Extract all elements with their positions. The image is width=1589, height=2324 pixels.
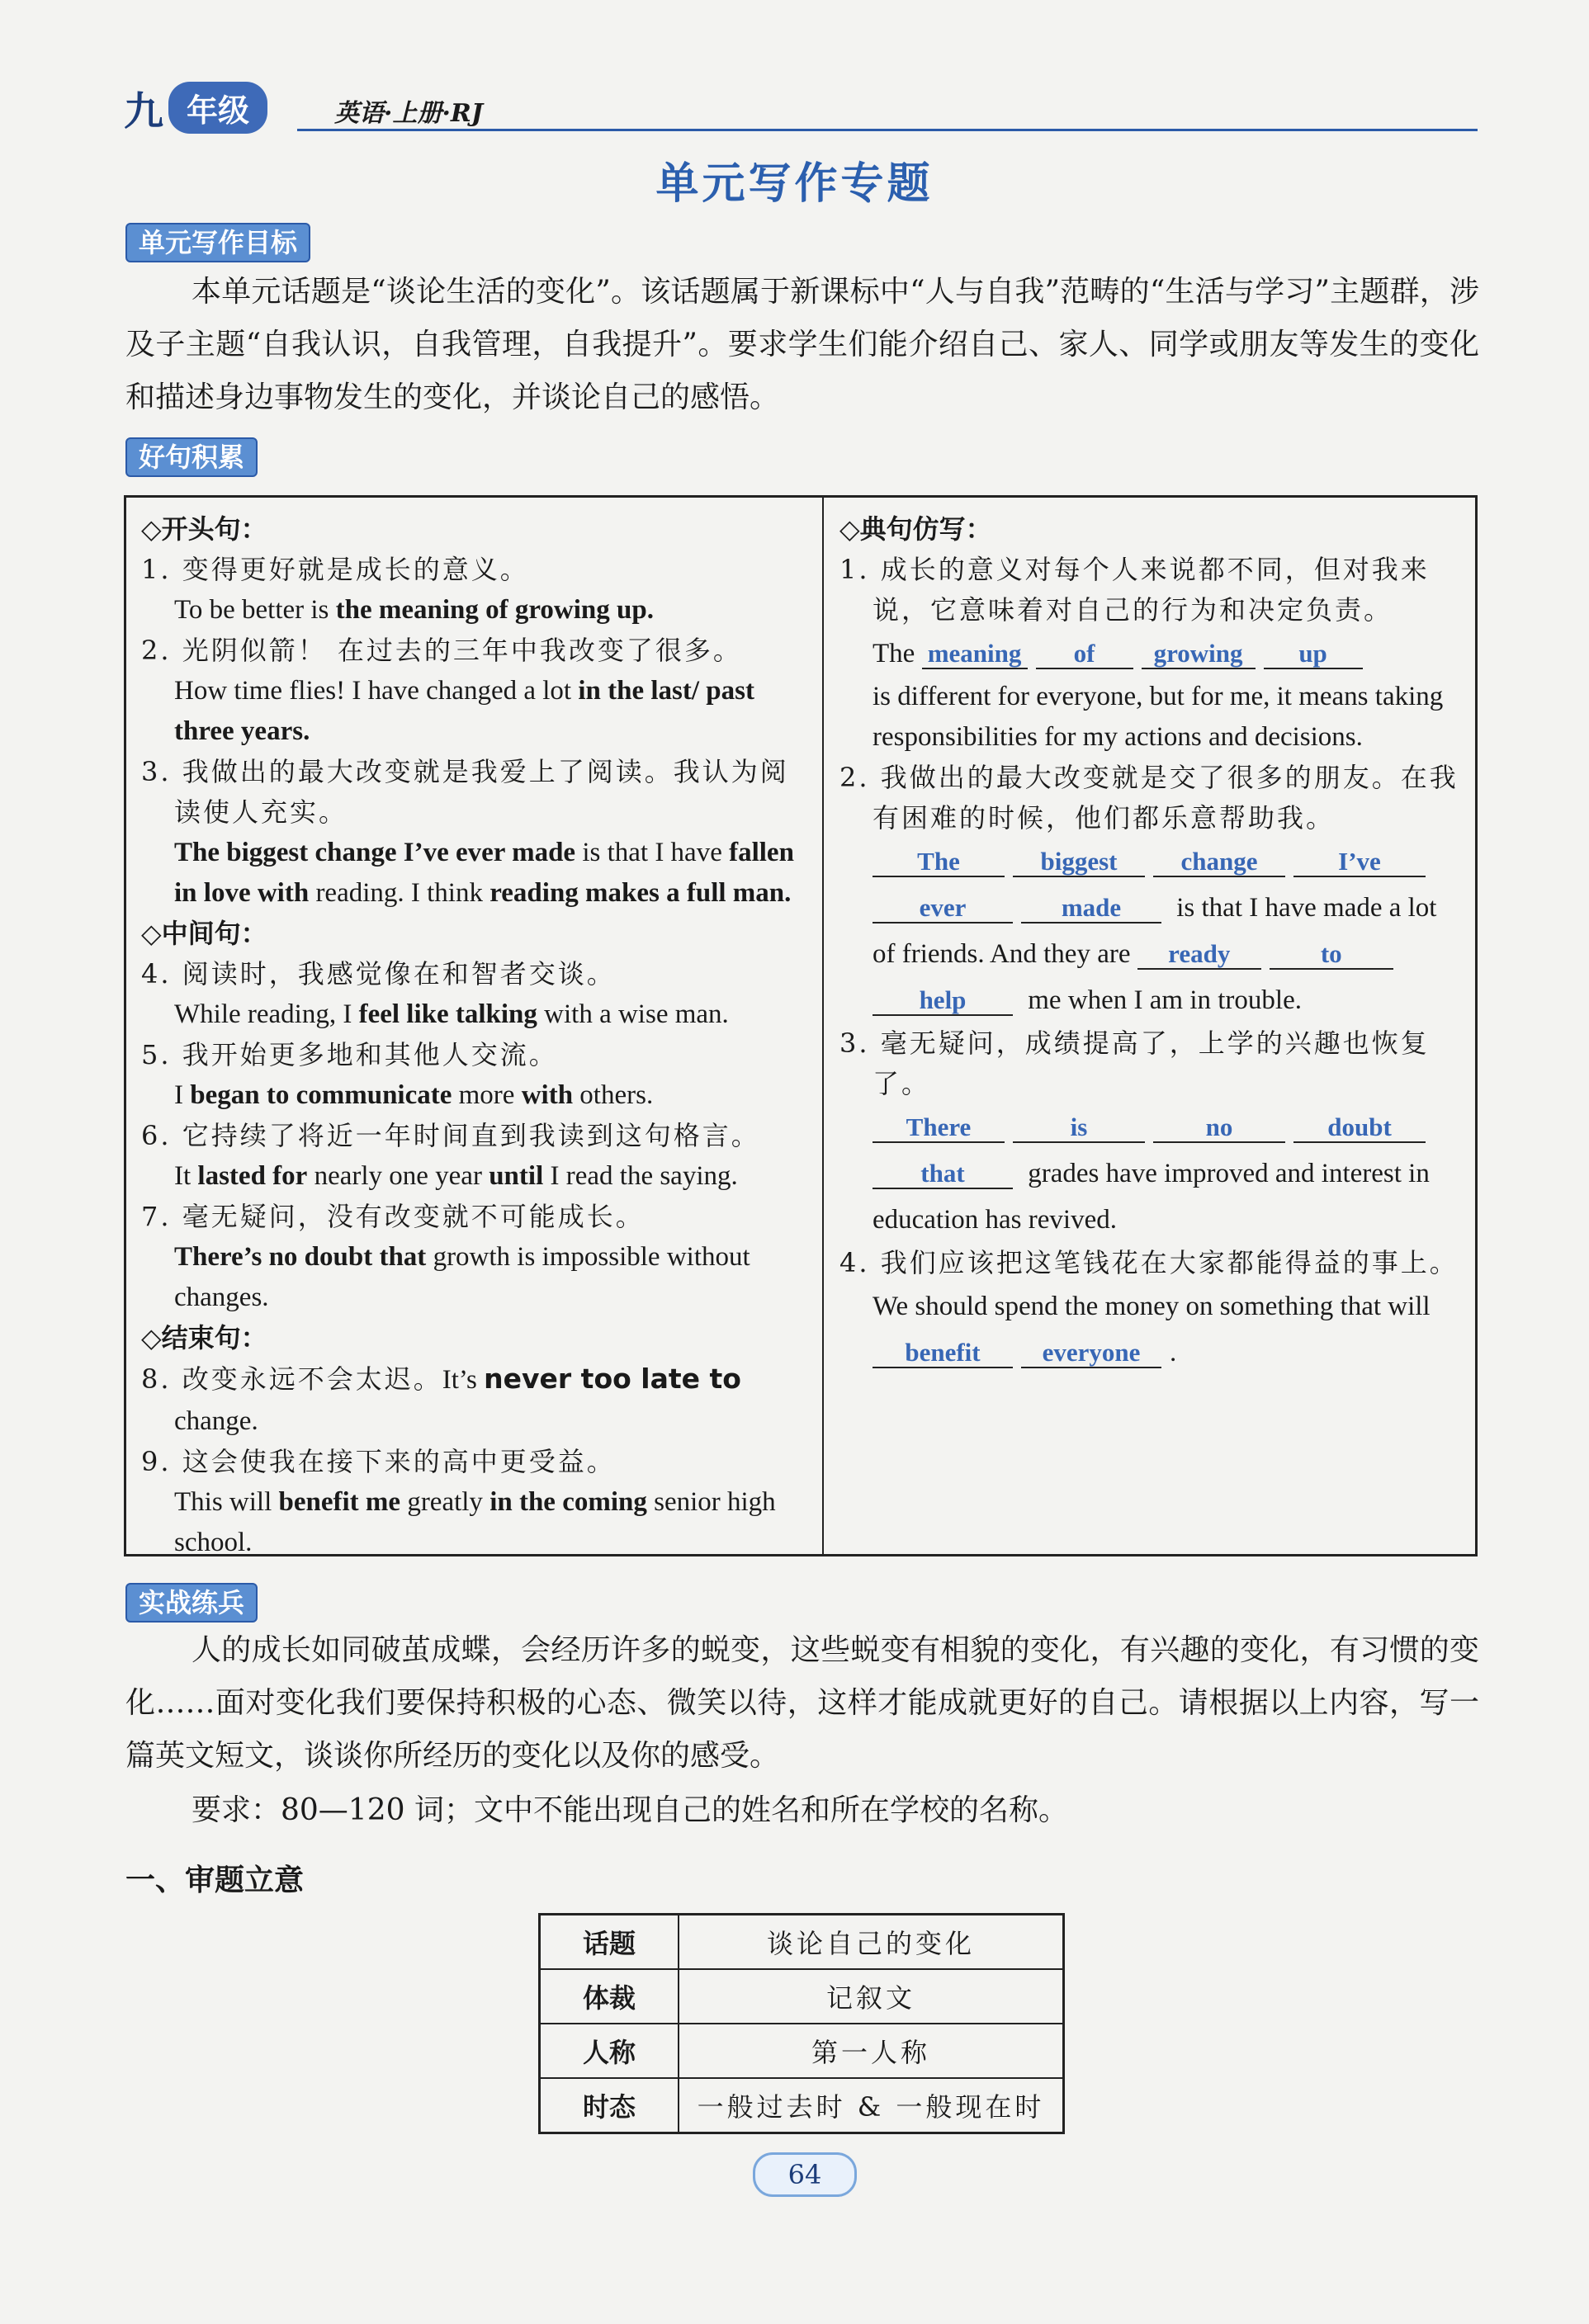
table-row — [540, 1915, 1064, 1970]
sentence-cn: 9. 这会使我在接下来的高中更受益。 — [141, 1446, 616, 1477]
review-heading: 一、审题立意 — [125, 1863, 305, 1897]
table-value: 第一人称 — [679, 2024, 1064, 2078]
section-label-practice: 实战练兵 — [125, 1583, 258, 1623]
exercise-fill — [873, 838, 1464, 885]
table-key: 话题 — [540, 1915, 679, 1970]
sentence-en: The biggest change I’ve ever made is that I have fallen in love with reading. I think reading makes a full man. — [174, 838, 794, 908]
answer-blank: benefit — [873, 1339, 1013, 1368]
sentence-en: To be better is the meaning of growing up. — [174, 595, 654, 625]
answer-blank: everyone — [1021, 1339, 1161, 1368]
sentence-cn: 7. 毫无疑问，没有改变就不可能成长。 — [141, 1201, 645, 1232]
subject-label: 英语·上册·RJ — [334, 99, 484, 128]
table-value: 一般过去时 & 一般现在时 — [679, 2078, 1064, 2133]
sentence-box — [124, 495, 1478, 1556]
left-column — [141, 509, 802, 1563]
answer-blank: There — [873, 1113, 1005, 1143]
answer-blank: help — [873, 986, 1013, 1016]
answer-blank: that — [873, 1160, 1013, 1189]
exercise-fill: that grades have improved and interest in education has revived. — [873, 1159, 1430, 1235]
answer-blank: ready — [1137, 940, 1261, 970]
exercise-en: is different for everyone, but for me, it means taking responsibilities for my actions and decisions. — [873, 682, 1444, 752]
sentence-en: How time flies! I have changed a lot in the last/ past three years. — [174, 676, 754, 746]
table-key: 时态 — [540, 2078, 679, 2133]
answer-blank: doubt — [1293, 1113, 1426, 1143]
exercise-cn: 2. 我做出的最大改变就是交了很多的朋友。在我有困难的时候，他们都乐意帮助我。 — [839, 762, 1459, 834]
sentence-en: This will benefit me greatly in the coming senior high school. — [174, 1487, 776, 1557]
answer-blank: of — [1036, 640, 1133, 669]
exercise-cn: 1. 成长的意义对每个人来说都不同，但对我来说，它意味着对自己的行为和决定负责。 — [839, 554, 1430, 626]
table-value: 谈论自己的变化 — [679, 1915, 1064, 1970]
exercise-cn: 3. 毫无疑问，成绩提高了，上学的兴趣也恢复了。 — [839, 1027, 1430, 1099]
practice-paragraph: 人的成长如同破茧成蝶，会经历许多的蜕变，这些蜕变有相貌的变化，有兴趣的变化，有习惯的变化……面对变化我们要保持积极的心态、微笑以待，这样才能成就更好的自己。请根据以上内容，写一篇英文短文，谈谈你所经历的变化以及你的感受。 — [125, 1633, 1479, 1773]
sentence-cn: 4. 阅读时，我感觉像在和智者交谈。 — [141, 958, 616, 990]
answer-blank: change — [1153, 848, 1285, 877]
answer-blank: made — [1021, 894, 1161, 923]
answer-blank: up — [1264, 640, 1363, 669]
middle-heading: ◇中间句： — [141, 918, 267, 949]
ending-heading: ◇结束句： — [141, 1322, 267, 1353]
column-divider — [822, 498, 824, 1554]
page-header — [124, 81, 1478, 139]
sentence-en: While reading, I feel like talking with a wise man. — [174, 999, 729, 1029]
sentence-en: I began to communicate more with others. — [174, 1080, 654, 1110]
table-row — [540, 2078, 1064, 2133]
answer-blank: biggest — [1013, 848, 1145, 877]
exercise-cn: 4. 我们应该把这笔钱花在大家都能得益的事上。 — [839, 1247, 1459, 1278]
sentence-cn: 5. 我开始更多地和其他人交流。 — [141, 1039, 558, 1070]
grade-badge — [124, 81, 267, 134]
sentence-en: There’s no doubt that growth is impossible without changes. — [174, 1242, 750, 1312]
section-label-goal: 单元写作目标 — [125, 223, 310, 262]
requirement-line: 要求：80—120 词；文中不能出现自己的姓名和所在学校的名称。 — [192, 1793, 1068, 1827]
imitation-heading: ◇典句仿写： — [839, 513, 992, 545]
sentence-cn: 8. 改变永远不会太迟。It’s never too late to change. — [141, 1363, 741, 1436]
answer-blank: growing — [1142, 640, 1256, 669]
answer-blank: ever — [873, 894, 1013, 923]
answer-blank: I’ve — [1293, 848, 1426, 877]
table-key: 人称 — [540, 2024, 679, 2078]
exercise-fill: The meaning of growing up — [873, 631, 1464, 677]
sentence-en: It lasted for nearly one year until I read the saying. — [174, 1161, 738, 1191]
table-row — [540, 2024, 1064, 2078]
grade-number: 九 — [124, 87, 164, 135]
grade-label: 年级 — [168, 82, 267, 134]
exercise-fill: We should spend the money on something that will benefit everyone . — [873, 1292, 1431, 1367]
sentence-cn: 3. 我做出的最大改变就是我爱上了阅读。我认为阅读使人充实。 — [141, 756, 789, 828]
answer-blank: is — [1013, 1113, 1145, 1143]
answer-blank: to — [1270, 940, 1393, 970]
review-table — [538, 1913, 1065, 2134]
page-title: 单元写作专题 — [655, 159, 934, 209]
goal-paragraph: 本单元话题是“谈论生活的变化”。该话题属于新课标中“人与自我”范畴的“生活与学习”主题群，涉及子主题“自我认识，自我管理，自我提升”。要求学生们能介绍自己、家人、同学或朋友等发生的变化和描述身边事物发生的变化，并谈论自己的感悟。 — [125, 275, 1479, 414]
header-rule — [297, 129, 1478, 131]
sentence-cn: 6. 它持续了将近一年时间直到我读到这句格言。 — [141, 1120, 760, 1151]
answer-blank: meaning — [922, 640, 1028, 669]
section-label-sentences: 好句积累 — [125, 437, 258, 477]
right-column — [839, 509, 1464, 1376]
table-value: 记叙文 — [679, 1969, 1064, 2024]
sentence-cn: 2. 光阴似箭！ 在过去的三年中我改变了很多。 — [141, 635, 742, 666]
table-row — [540, 1969, 1064, 2024]
exercise-fill — [873, 1104, 1464, 1150]
answer-blank: no — [1153, 1113, 1285, 1143]
opening-heading: ◇开头句： — [141, 513, 267, 545]
sentence-cn: 1. 变得更好就是成长的意义。 — [141, 554, 529, 585]
table-key: 体裁 — [540, 1969, 679, 2024]
exercise-fill: help me when I am in trouble. — [873, 977, 1464, 1023]
exercise-fill: ever made is that I have made a lot of friends. And they are ready to — [873, 893, 1437, 969]
answer-blank: The — [873, 848, 1005, 877]
page-number: 64 — [753, 2152, 857, 2197]
